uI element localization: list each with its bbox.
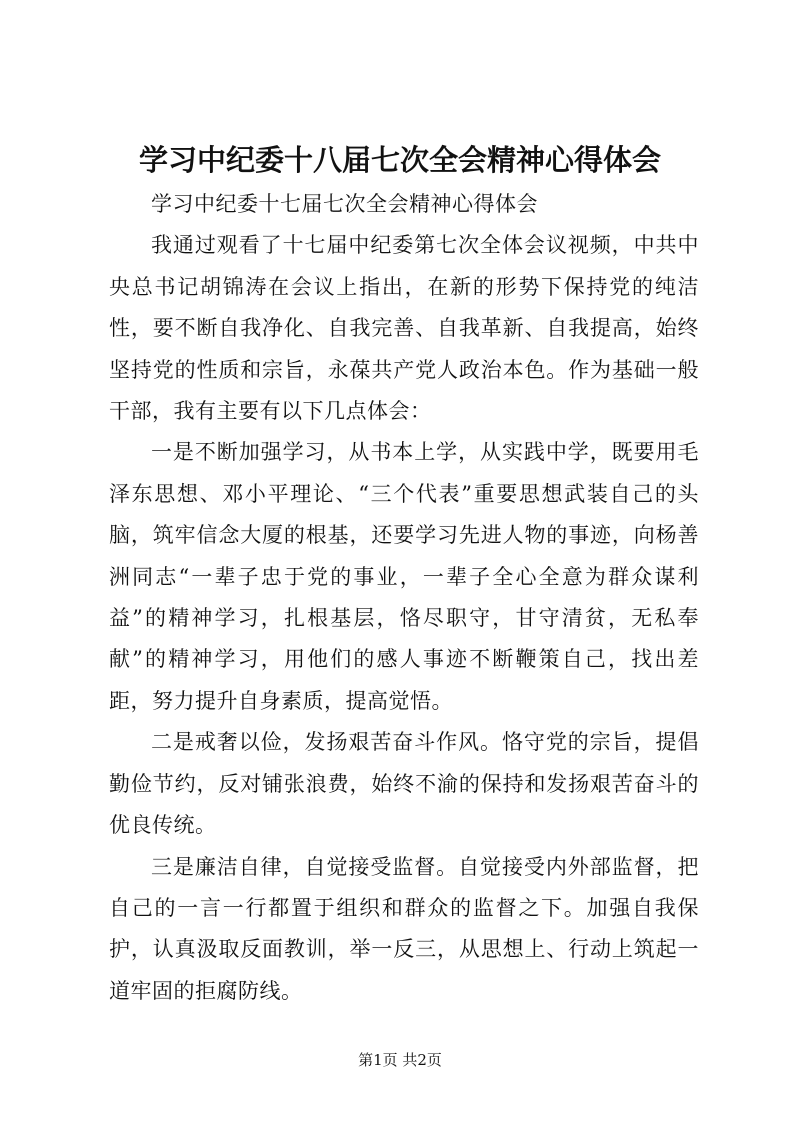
subtitle-paragraph: 学习中纪委十七届七次全会精神心得体会 <box>151 192 538 216</box>
document-body <box>109 184 699 1012</box>
point-three-paragraph: 三是廉洁自律，自觉接受监督。自觉接受内外部监督，把自己的一言一行都置于组织和群众的监督之下。加强自我保护，认真汲取反面教训，举一反三，从思想上、行动上筑起一道牢固的拒腐防线。 <box>109 854 699 1003</box>
page-number-footer: 第1页 共2页 <box>358 1051 442 1069</box>
point-one-paragraph: 一是不断加强学习，从书本上学，从实践中学，既要用毛泽东思想、邓小平理论、“三个代表”重要思想武装自己的头脑，筑牢信念大厦的根基，还要学习先进人物的事迹，向杨善洲同志“一辈子忠于党的事业，一辈子全心全意为群众谋利益”的精神学习，扎根基层，恪尽职守，甘守清贫，无私奉献”的精神学习，用他们的感人事迹不断鞭策自己，找出差距，努力提升自身素质，提高觉悟。 <box>109 440 699 713</box>
document-title: 学习中纪委十八届七次全会精神心得体会 <box>138 143 661 177</box>
intro-paragraph: 我通过观看了十七届中纪委第七次全体会议视频，中共中央总书记胡锦涛在会议上指出，在新的形势下保持党的纯洁性，要不断自我净化、自我完善、自我革新、自我提高，始终坚持党的性质和宗旨，永葆共产党人政治本色。作为基础一般干部，我有主要有以下几点体会： <box>109 233 699 424</box>
point-two-paragraph: 二是戒奢以俭，发扬艰苦奋斗作风。恪守党的宗旨，提倡勤俭节约，反对铺张浪费，始终不渝的保持和发扬艰苦奋斗的优良传统。 <box>109 730 699 838</box>
